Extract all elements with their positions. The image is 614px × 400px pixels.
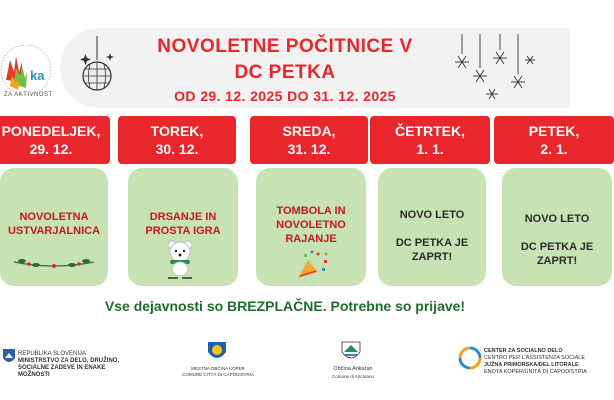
day-date: 30. 12. xyxy=(155,141,199,157)
day-date: 1. 1. xyxy=(416,141,444,157)
activity-card-wednesday xyxy=(256,168,366,286)
snowflakes-icon xyxy=(452,34,536,106)
ministry-label xyxy=(18,351,138,379)
activity-line: ZAPRT! xyxy=(536,255,578,267)
ankaran-line: Občina Ankaran xyxy=(333,366,373,372)
day-header-tuesday xyxy=(118,116,236,164)
day-header-wednesday xyxy=(250,116,368,164)
skating-bear-icon xyxy=(158,238,202,282)
activity-line: USTVARJALNICA xyxy=(7,225,101,237)
day-date: 31. 12. xyxy=(287,141,331,157)
footer-note: Vse dejavnosti so BREZPLAČNE. Potrebne so prijave! xyxy=(104,298,466,314)
koper-crest-icon xyxy=(206,340,228,364)
logo-letters: ka xyxy=(30,68,45,83)
day-header-friday xyxy=(494,116,614,164)
day-name: TOREK, xyxy=(150,123,204,139)
csd-label xyxy=(484,348,587,376)
csd-line: ENOTA KOPER/UNITÀ DI CAPODISTRIA xyxy=(484,369,587,375)
ministry-line: REPUBLIKA SLOVENIJA xyxy=(18,351,87,357)
day-name: PETEK, xyxy=(528,123,580,139)
csd-logo-icon xyxy=(458,346,482,370)
ministry-line: MINISTRSTVO ZA DELO, DRUŽINO, xyxy=(18,358,120,364)
date-range: OD 29. 12. 2025 DO 31. 12. 2025 xyxy=(174,88,396,104)
ankaran-line: Comune di Ancarano xyxy=(331,374,375,379)
activity-line: DC PETKA JE xyxy=(395,237,469,249)
activity-line: RAJANJE xyxy=(285,233,337,245)
csd-line: CENTER ZA SOCIALNO DELO xyxy=(484,348,563,354)
activity-line: NOVOLETNA xyxy=(19,211,89,223)
day-header-thursday xyxy=(370,116,490,164)
activity-card-monday xyxy=(0,168,108,286)
title-line-1: NOVOLETNE POČITNICE V xyxy=(157,36,413,57)
koper-line: MESTNA OBČINA KOPER xyxy=(191,366,245,371)
activity-card-tuesday xyxy=(128,168,238,286)
csd-line: CENTRO PER L'ASSISTENZA SOCIALE xyxy=(484,355,585,361)
activity-line: ZAPRT! xyxy=(411,251,453,263)
activity-line: DC PETKA JE xyxy=(520,241,594,253)
activity-card-thursday xyxy=(378,168,486,286)
day-name: ČETRTEK, xyxy=(395,123,465,139)
party-popper-icon xyxy=(288,248,332,282)
day-header-monday xyxy=(0,116,110,164)
day-name: SREDA, xyxy=(282,123,336,139)
disco-ball-icon xyxy=(78,36,116,98)
ankaran-label xyxy=(318,366,388,380)
csd-line: JUŽNA PRIMORSKA/DEL LITORALE xyxy=(484,362,579,368)
activity-line: TOMBOLA IN xyxy=(276,205,346,217)
day-date: 2. 1. xyxy=(540,141,568,157)
ankaran-crest-icon xyxy=(340,340,362,364)
koper-label xyxy=(182,366,254,378)
title-line-2: DC PETKA xyxy=(234,62,336,83)
logo-tagline: ZA AKTIVNOST xyxy=(4,92,53,98)
activity-line: NOVOLETNO xyxy=(276,219,346,231)
slovenia-crest-icon xyxy=(2,348,16,366)
activity-line: NOVO LETO xyxy=(399,209,465,221)
koper-line: COMUNE CITTÀ DI CAPODISTRIA xyxy=(182,372,254,377)
activity-line: NOVO LETO xyxy=(524,213,590,225)
day-date: 29. 12. xyxy=(29,141,73,157)
ministry-line: SOCIALNE ZADEVE IN ENAKE MOŽNOSTI xyxy=(18,365,106,378)
activity-line: DRSANJE IN xyxy=(149,211,217,223)
activity-line: PROSTA IGRA xyxy=(145,225,221,237)
garland-icon xyxy=(12,252,96,272)
day-name: PONEDELJEK, xyxy=(1,123,101,139)
activity-card-friday xyxy=(502,168,612,286)
